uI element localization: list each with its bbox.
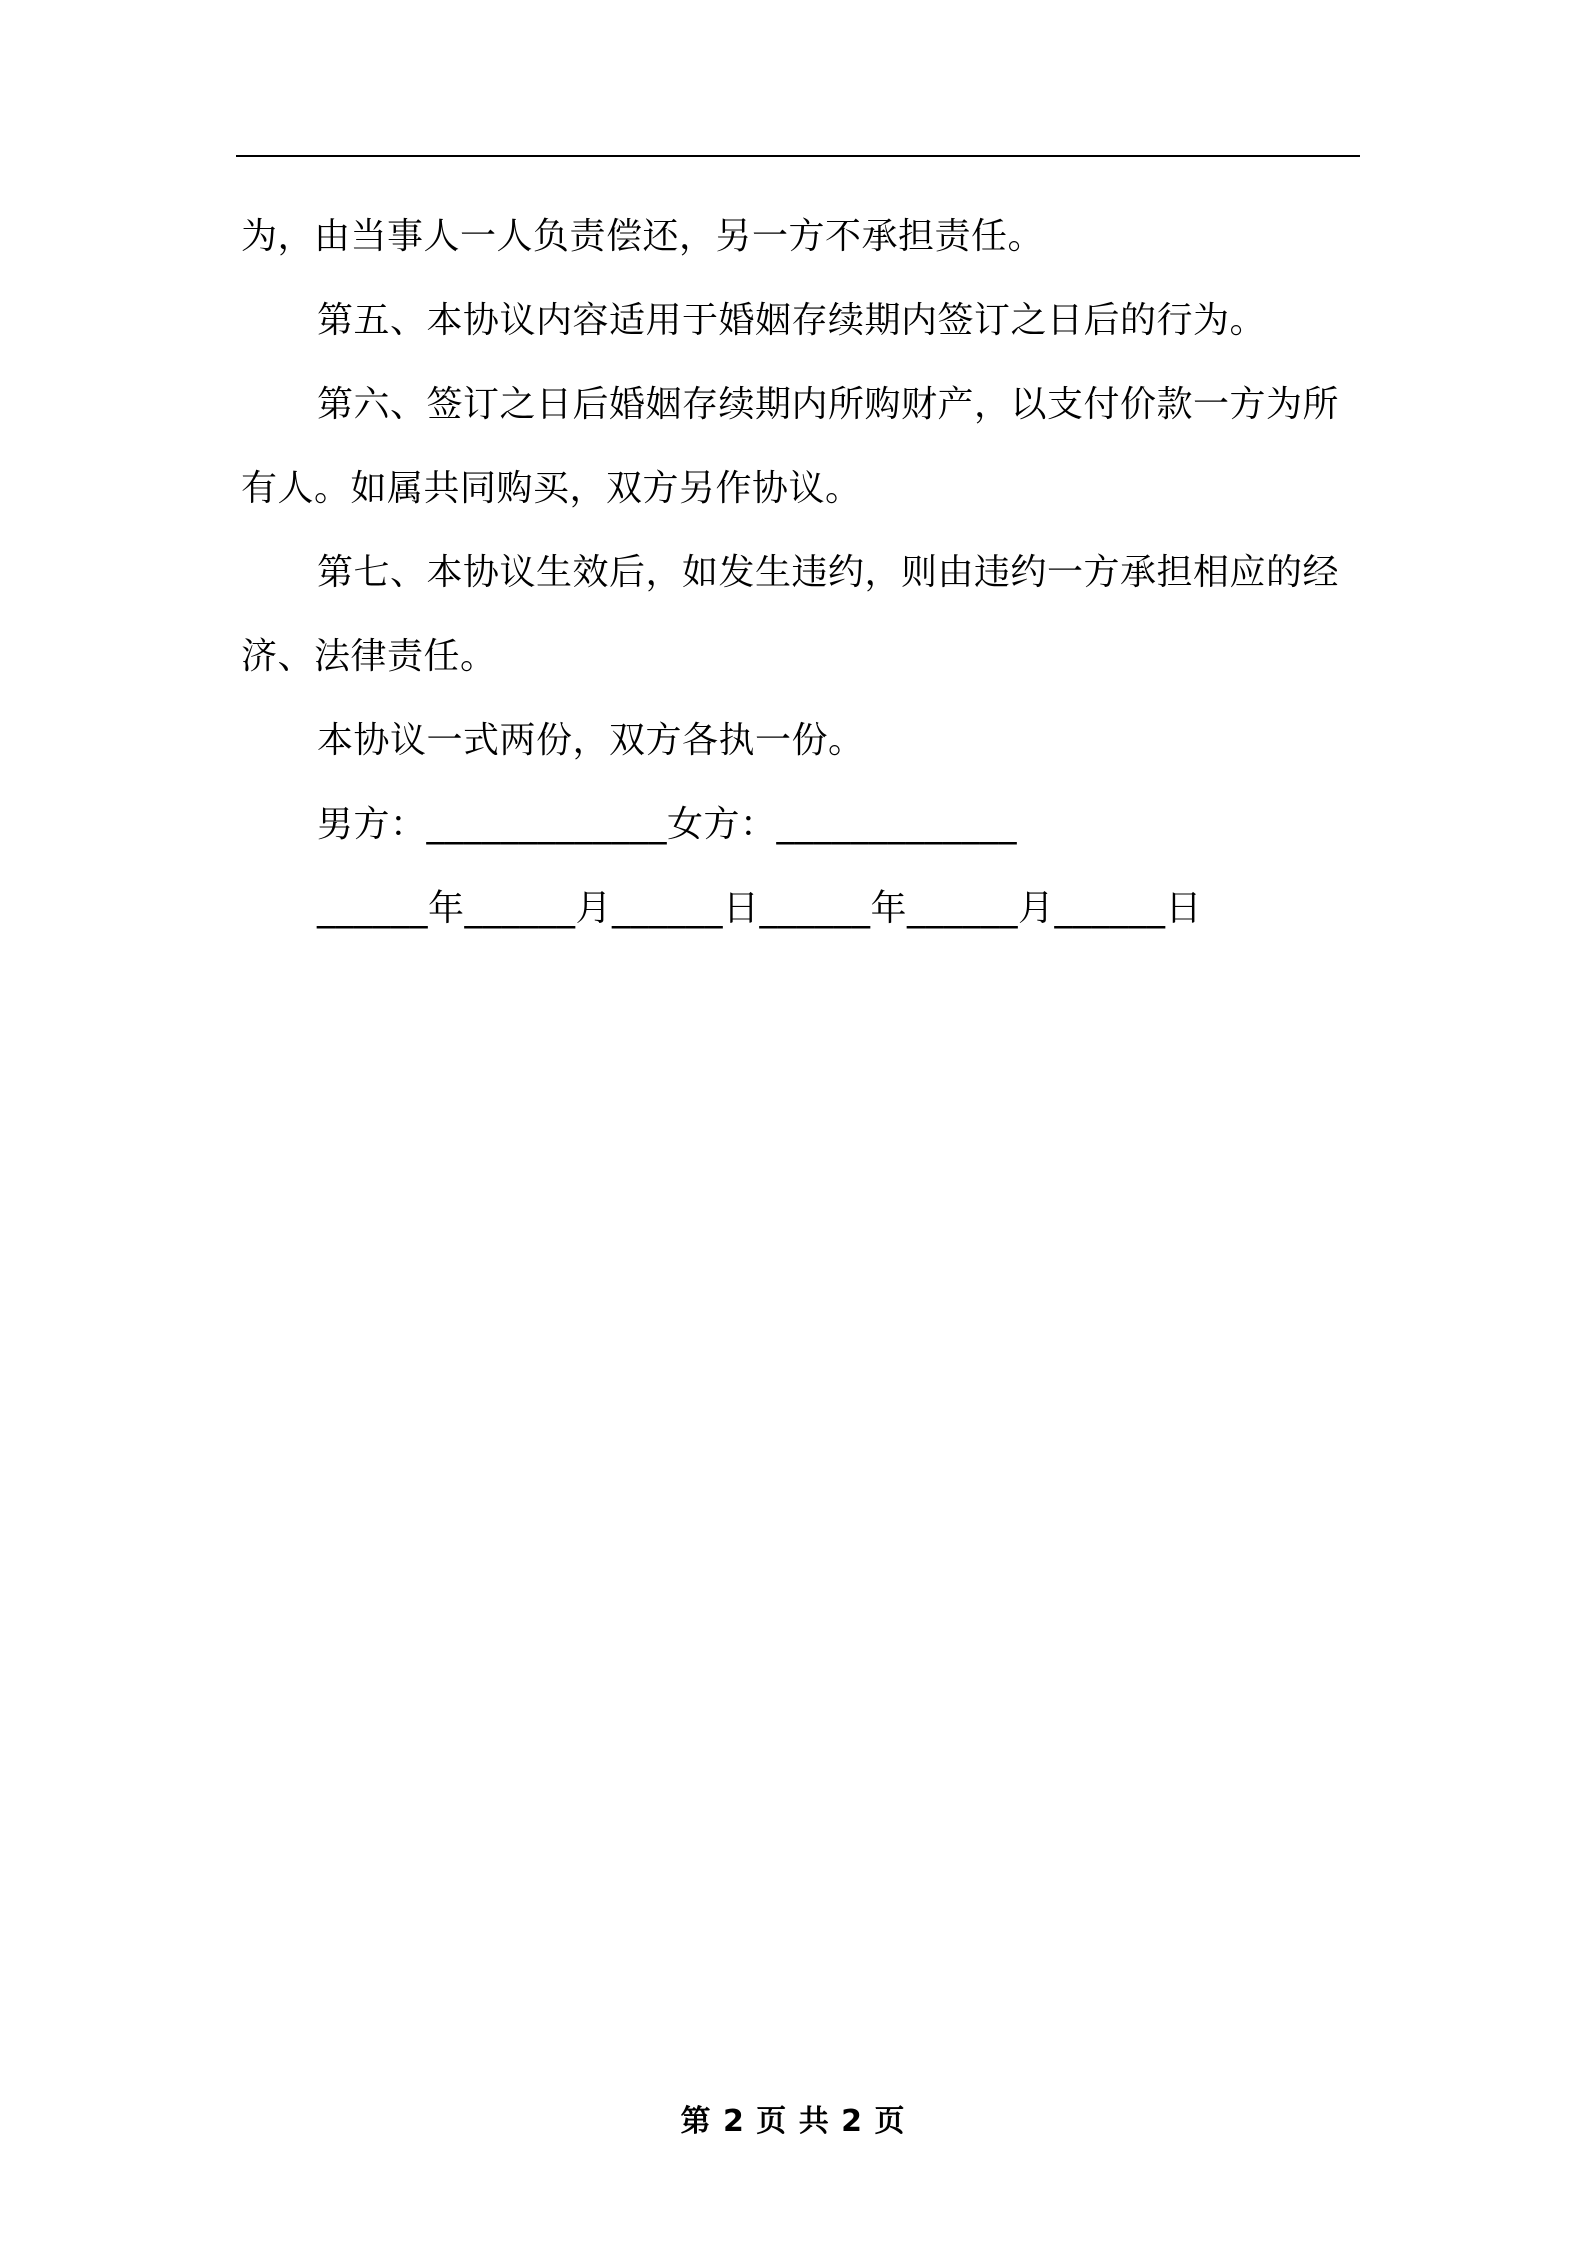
text-line-clause-6: 第六、签订之日后婚姻存续期内所购财产，以支付价款一方为所 [317,384,1340,425]
text-line-clause-4-end: 为，由当事人一人负责偿还，另一方不承担责任。 [241,216,1045,257]
text-line-clause-6-cont: 有人。如属共同购买，双方另作协议。 [241,468,862,509]
header-rule [236,155,1360,157]
text-line-clause-5: 第五、本协议内容适用于婚姻存续期内签订之日后的行为。 [317,300,1267,341]
text-line-clause-7: 第七、本协议生效后，如发生违约，则由违约一方承担相应的经 [317,552,1340,593]
text-line-clause-7-cont: 济、法律责任。 [241,636,497,677]
document-body [241,195,1361,951]
signature-line: 男方：_____________女方：_____________ [317,804,1018,845]
date-line: ______年______月______日______年______月______日 [317,888,1202,929]
text-line-copies: 本协议一式两份，双方各执一份。 [317,720,865,761]
page-number-footer: 第 2 页 共 2 页 [680,2104,906,2139]
